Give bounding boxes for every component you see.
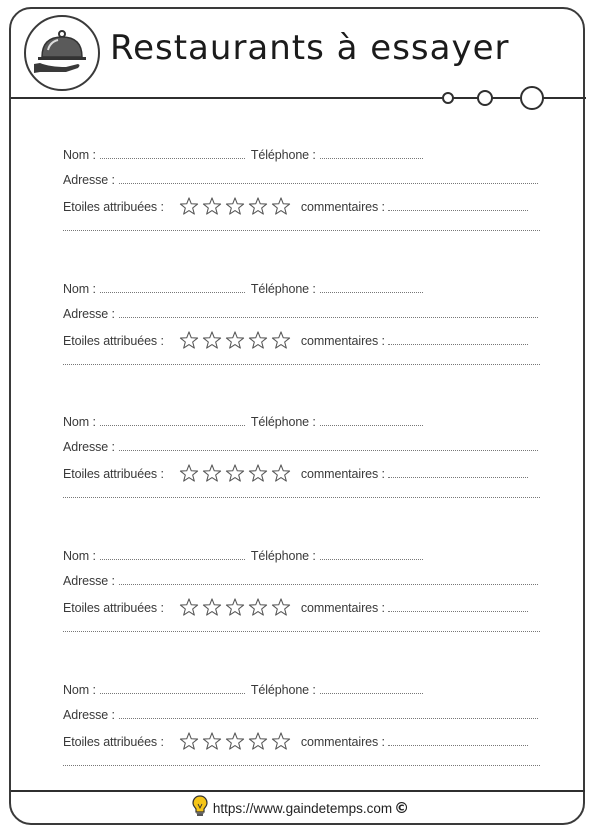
comments-field-line2[interactable] [63,496,540,498]
address-row [63,438,538,454]
address-label: Adresse : [63,440,115,454]
phone-label: Téléphone : [250,683,316,697]
address-row [63,706,538,722]
comments-field[interactable] [388,476,528,478]
address-row [63,171,538,187]
comments-field[interactable] [388,610,528,612]
comments-label: commentaires : [300,601,385,615]
star-outline-icon[interactable] [270,330,292,350]
comments-continuation-row [63,485,540,501]
page-title: Restaurants à essayer [110,28,510,68]
star-outline-icon[interactable] [247,597,269,617]
star-outline-icon[interactable] [224,196,246,216]
address-label: Adresse : [63,574,115,588]
star-outline-icon[interactable] [224,731,246,751]
star-rating[interactable] [178,196,293,216]
stars-label: Etoiles attribuées : [63,200,164,214]
name-label: Nom : [63,415,96,429]
comments-label: commentaires : [300,200,385,214]
decorative-circles [438,84,588,116]
star-outline-icon[interactable] [224,330,246,350]
star-outline-icon[interactable] [270,597,292,617]
phone-field[interactable] [320,558,423,560]
phone-label: Téléphone : [250,282,316,296]
star-outline-icon[interactable] [247,196,269,216]
stars-label: Etoiles attribuées : [63,334,164,348]
address-field[interactable] [119,583,538,585]
comments-field[interactable] [388,744,528,746]
stars-label: Etoiles attribuées : [63,467,164,481]
footer [0,792,600,824]
address-field[interactable] [119,449,538,451]
star-outline-icon[interactable] [270,463,292,483]
star-rating[interactable] [178,731,293,751]
star-outline-icon[interactable] [178,330,200,350]
address-label: Adresse : [63,173,115,187]
star-outline-icon[interactable] [201,463,223,483]
stars-comments-row [63,593,528,617]
comments-field-line2[interactable] [63,630,540,632]
comments-label: commentaires : [300,467,385,481]
phone-field[interactable] [320,692,423,694]
comments-field[interactable] [388,209,528,211]
stars-label: Etoiles attribuées : [63,735,164,749]
star-outline-icon[interactable] [224,597,246,617]
name-phone-row [63,280,423,296]
address-row [63,572,538,588]
address-label: Adresse : [63,307,115,321]
name-label: Nom : [63,148,96,162]
comments-label: commentaires : [300,735,385,749]
star-outline-icon[interactable] [178,731,200,751]
stars-comments-row [63,459,528,483]
name-phone-row [63,413,423,429]
comments-continuation-row [63,352,540,368]
star-outline-icon[interactable] [178,196,200,216]
stars-comments-row [63,326,528,350]
name-field[interactable] [100,291,245,293]
phone-label: Téléphone : [250,549,316,563]
star-rating[interactable] [178,330,293,350]
lightbulb-icon [191,794,209,822]
name-field[interactable] [100,424,245,426]
comments-field[interactable] [388,343,528,345]
name-field[interactable] [100,692,245,694]
address-field[interactable] [119,182,538,184]
star-outline-icon[interactable] [201,330,223,350]
star-outline-icon[interactable] [270,196,292,216]
stars-label: Etoiles attribuées : [63,601,164,615]
star-outline-icon[interactable] [247,463,269,483]
name-label: Nom : [63,282,96,296]
name-phone-row [63,681,423,697]
star-outline-icon[interactable] [201,731,223,751]
address-label: Adresse : [63,708,115,722]
comments-field-line2[interactable] [63,764,540,766]
copyright-icon: © [394,799,410,817]
name-field[interactable] [100,558,245,560]
star-outline-icon[interactable] [247,330,269,350]
star-outline-icon[interactable] [201,597,223,617]
phone-field[interactable] [320,157,423,159]
name-phone-row [63,547,423,563]
address-field[interactable] [119,717,538,719]
cloche-serving-icon [24,15,100,91]
name-phone-row [63,146,423,162]
star-outline-icon[interactable] [201,196,223,216]
name-field[interactable] [100,157,245,159]
phone-label: Téléphone : [250,148,316,162]
star-outline-icon[interactable] [224,463,246,483]
stars-comments-row [63,192,528,216]
comments-continuation-row [63,619,540,635]
comments-continuation-row [63,753,540,769]
stars-comments-row [63,727,528,751]
star-outline-icon[interactable] [270,731,292,751]
comments-field-line2[interactable] [63,363,540,365]
star-outline-icon[interactable] [247,731,269,751]
header-divider [11,97,441,99]
phone-field[interactable] [320,424,423,426]
phone-label: Téléphone : [250,415,316,429]
star-outline-icon[interactable] [178,597,200,617]
star-outline-icon[interactable] [178,463,200,483]
phone-field[interactable] [320,291,423,293]
name-label: Nom : [63,683,96,697]
address-field[interactable] [119,316,538,318]
comments-label: commentaires : [300,334,385,348]
footer-url[interactable]: https://www.gaindetemps.com [212,800,393,816]
comments-continuation-row [63,218,540,234]
star-rating[interactable] [178,597,293,617]
name-label: Nom : [63,549,96,563]
address-row [63,305,538,321]
comments-field-line2[interactable] [63,229,540,231]
star-rating[interactable] [178,463,293,483]
